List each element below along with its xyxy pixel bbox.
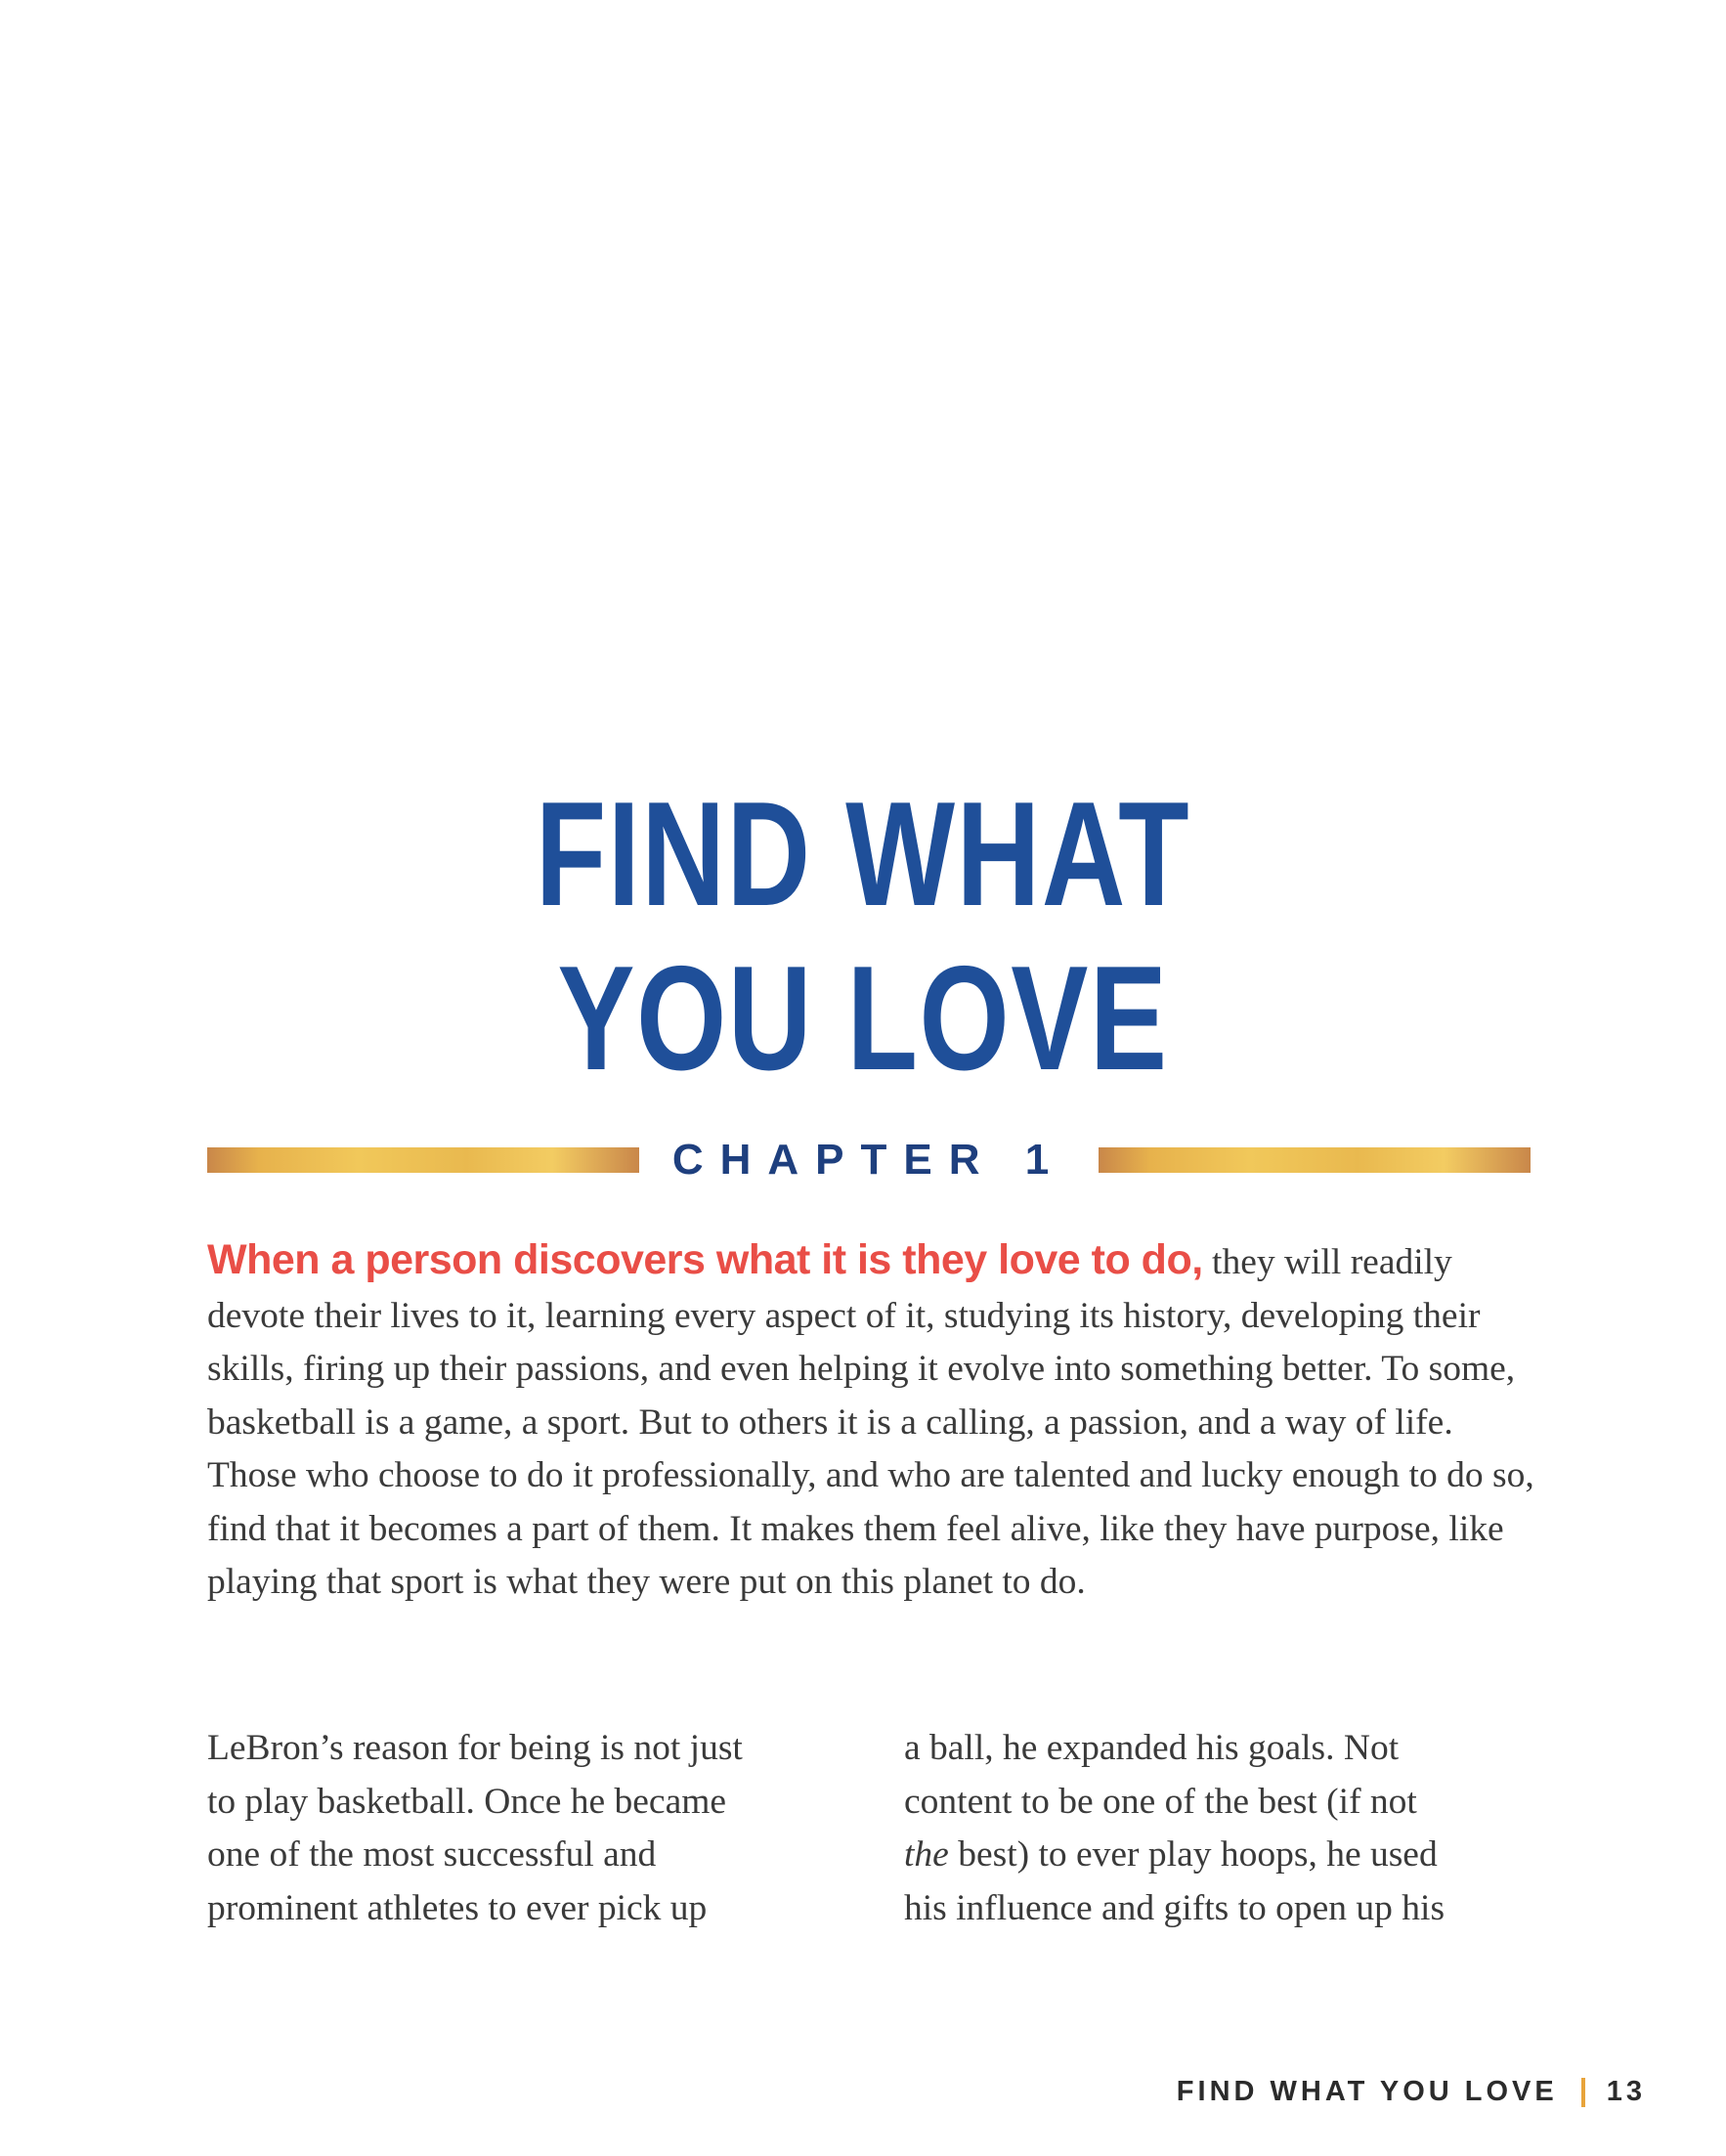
- chapter-divider: [207, 1132, 1531, 1188]
- body-line: his influence and gifts to open up his: [904, 1887, 1446, 1928]
- body-line-rest: best) to ever play hoops, he used: [948, 1834, 1438, 1875]
- body-line: [904, 1829, 1539, 1882]
- body-line: LeBron’s reason for being is not just: [207, 1728, 743, 1768]
- body-line: prominent athletes to ever pick up: [207, 1887, 708, 1928]
- footer-separator: [1581, 2078, 1585, 2107]
- intro-text: they will readily devote their lives to it, learning every aspect of it, studying its history, developing their skills, firing up their passions, and even helping it evolve into something better. To some, basketball is a game, a sport. But to others it is a calling, a passion, and a way of life. Those who choose to do it professionally, and who are talented and lucky enough to do so, find that it becomes a part of them. It makes them feel alive, like they have purpose, like playing that sport is what they were put on this planet to do.: [207, 1242, 1534, 1602]
- page-number: 13: [1606, 2076, 1646, 2107]
- body-column-left: [207, 1722, 842, 1935]
- intro-paragraph: [207, 1233, 1536, 1610]
- chapter-title-line-2: YOU LOVE: [557, 935, 1169, 1101]
- divider-bar-left: [207, 1147, 639, 1173]
- running-title: FIND WHAT YOU LOVE: [1176, 2076, 1558, 2107]
- emphasis-the: the: [904, 1834, 949, 1875]
- body-line: to play basketball. Once he became: [207, 1781, 727, 1822]
- page-footer: [1177, 2076, 1646, 2108]
- chapter-title: [190, 772, 1535, 1100]
- chapter-title-line-1: FIND WHAT: [535, 771, 1191, 937]
- body-line: content to be one of the best (if not: [904, 1781, 1417, 1822]
- body-line: a ball, he expanded his goals. Not: [904, 1728, 1400, 1768]
- body-line: one of the most successful and: [207, 1834, 657, 1875]
- intro-lead-phrase: When a person discovers what it is they love to do,: [207, 1236, 1203, 1283]
- divider-bar-right: [1099, 1147, 1531, 1173]
- chapter-label: CHAPTER 1: [671, 1136, 1066, 1184]
- body-column-right: [904, 1722, 1539, 1935]
